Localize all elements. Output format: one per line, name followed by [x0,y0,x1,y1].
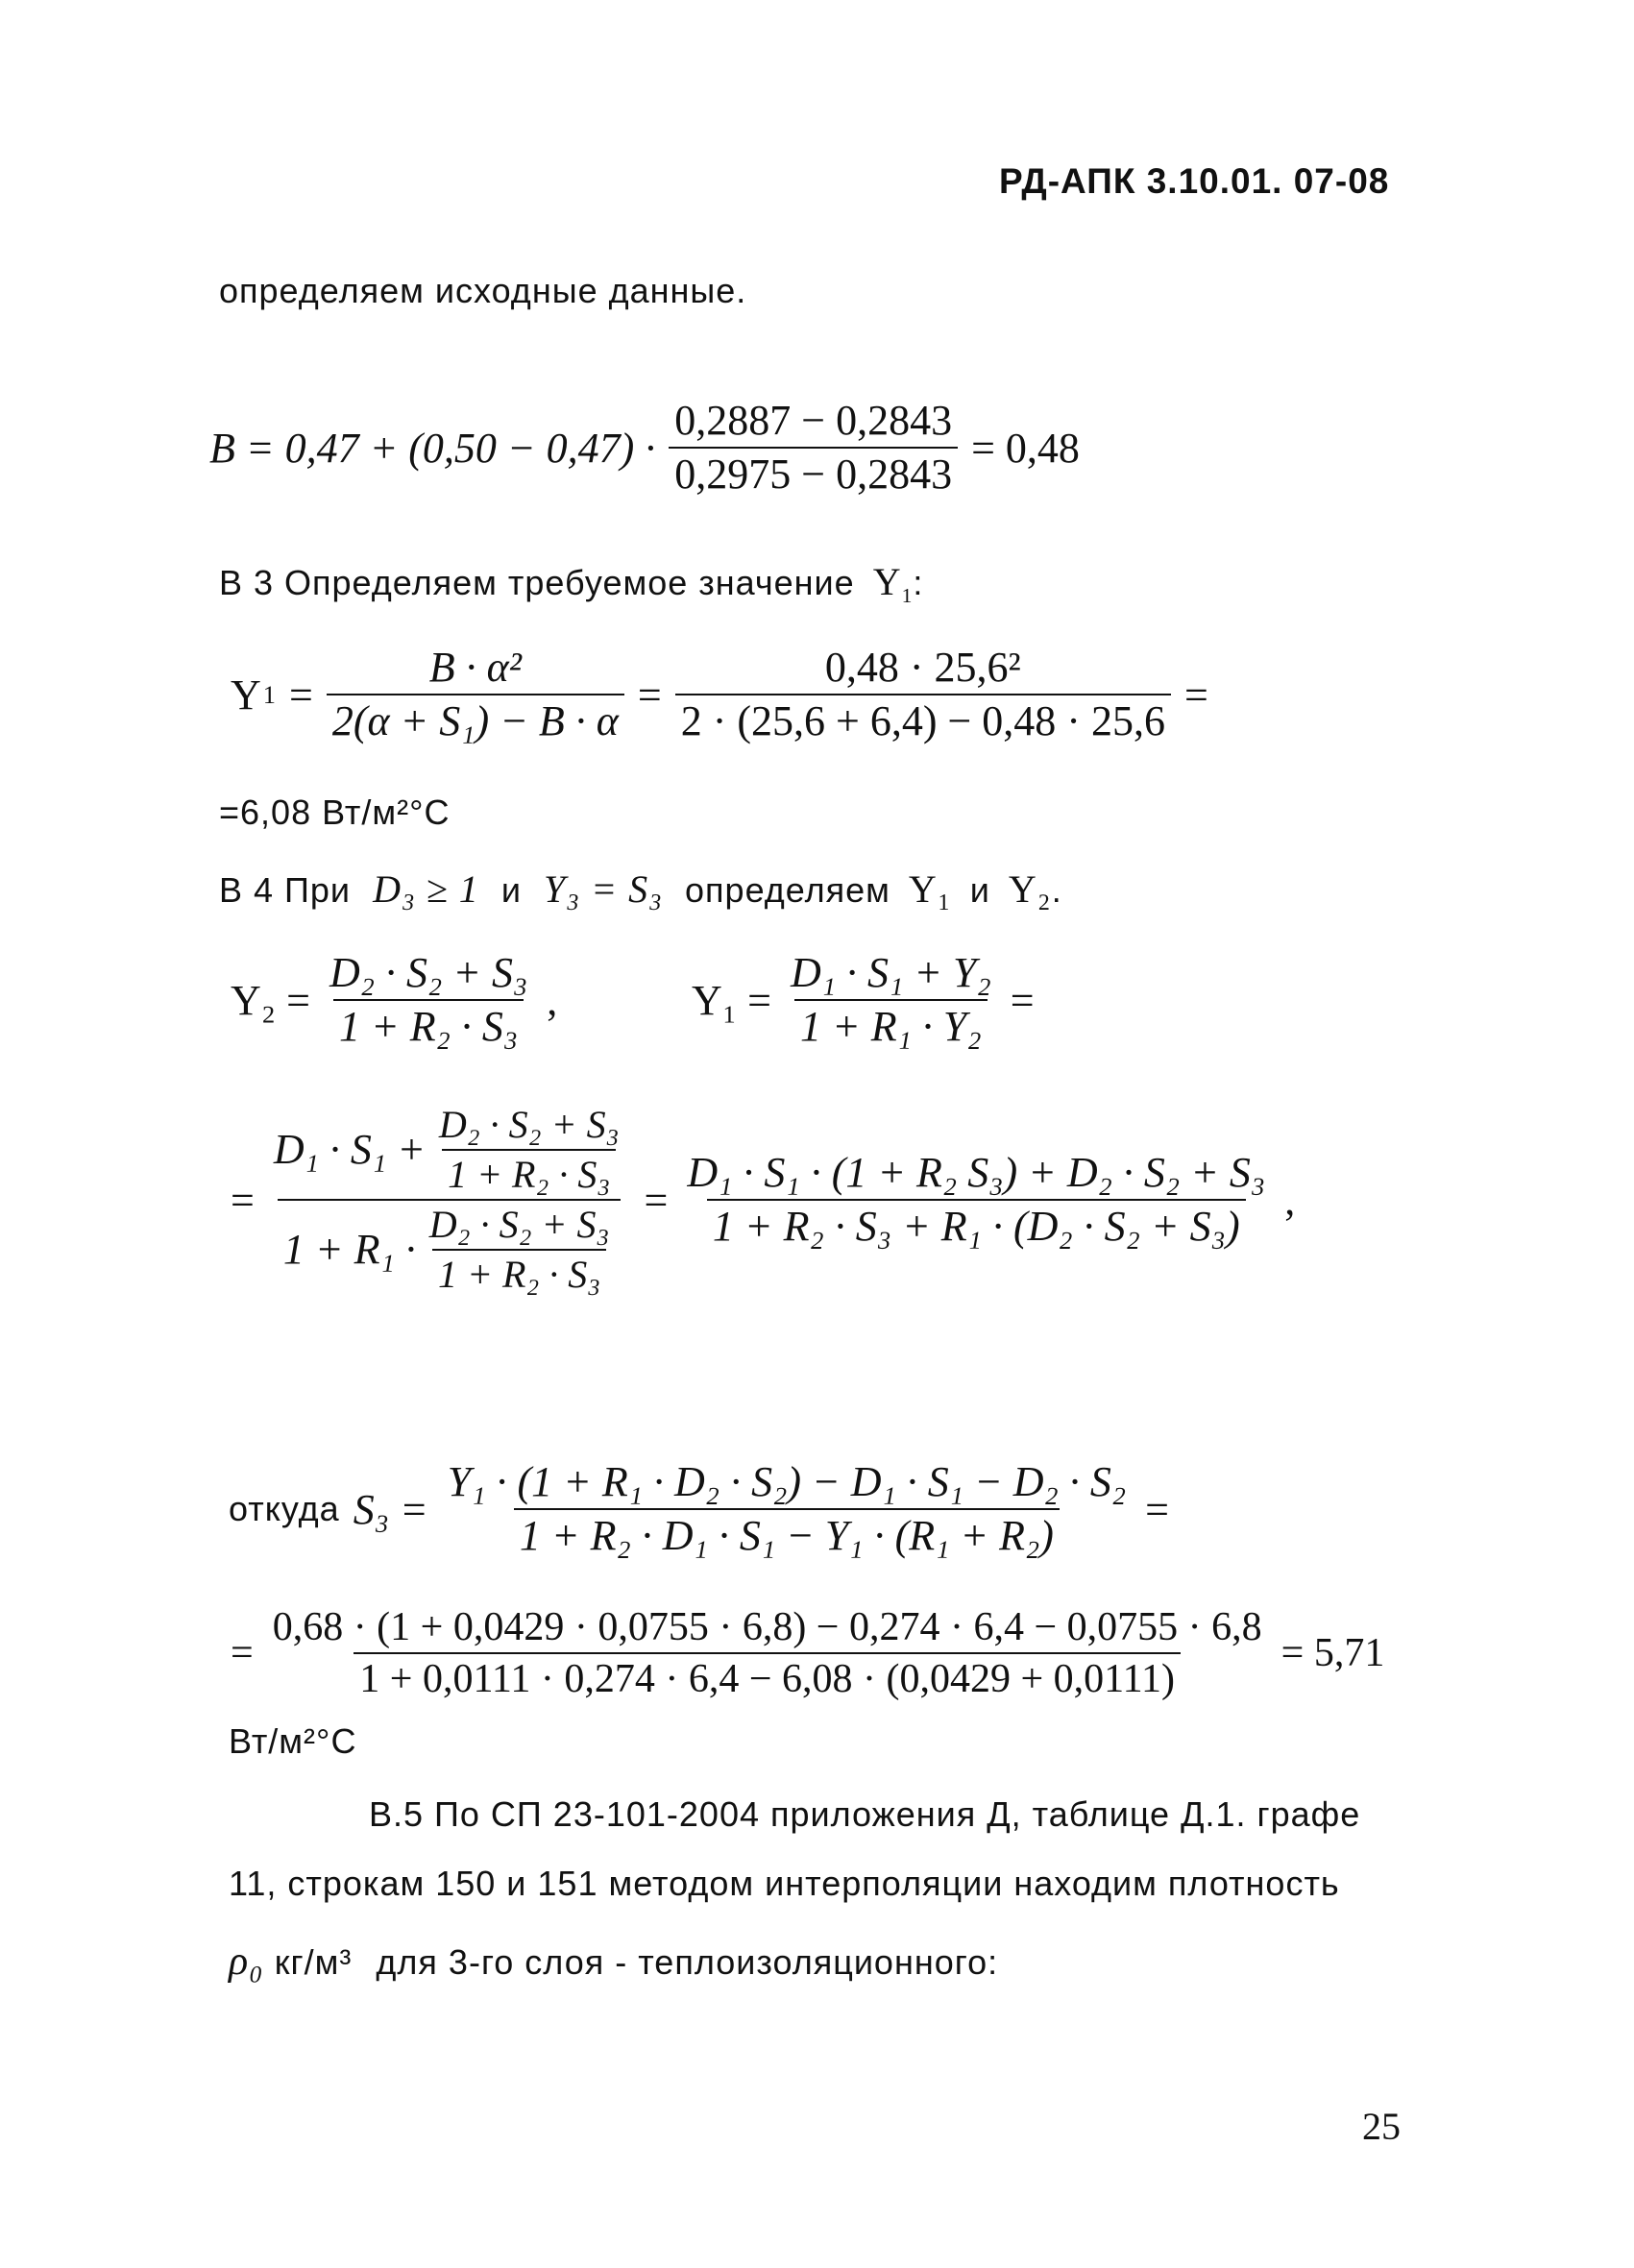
step-b4 [219,866,1062,912]
formula-y2-frac [324,951,533,1049]
step-b5-rho: ρ₀ [229,1939,264,1984]
formula-b-lhs: B = 0,47 + (0,50 − 0,47) · [209,424,656,472]
formula-big-eq2: = [644,1176,669,1224]
formula-big-outer-num [268,1105,631,1199]
formula-s3-den: 1 + R₂ · D₁ · S₁ − Y₁ · (R₁ + R₂) [514,1508,1060,1558]
formula-big-den2: 1 + R₂ · S₃ + R₁ · (D₂ · S₂ + S₃) [707,1199,1246,1249]
formula-y1-frac2 [675,646,1171,744]
formula-y1-tail: = [1183,671,1208,719]
formula-s3-prefix: откуда [229,1489,340,1529]
formula-y2-den: 1 + R₂ · S₃ [333,999,524,1049]
formula-y1-eq: = [288,671,313,719]
formula-y1-den2: 2 · (25,6 + 6,4) − 0,48 · 25,6 [675,694,1171,744]
formula-y1-frac1 [327,646,624,744]
formula-big-inner-den2: 1 + R₂ · S₃ [432,1249,606,1295]
formula-big-comma: , [1284,1176,1296,1224]
formula-big-inner-num: D₂ · S₂ + S₃ [438,1103,620,1146]
formula-y1: Y 1 = $\frac{\text{B · α²}}{\text{2(α + S₁) − B · α}}$ = $\frac{\text{0,48 · 25,6²}}{2 \cdot (25,6 + 6,4) - 0,48 \cdot 25,6}$ = [231,644,1208,745]
step-b4-and2: и [969,870,990,910]
step-b5-rest: для 3-го слоя - теплоизоляционного: [376,1942,999,1982]
step-b4-y2: Y₂ [1008,867,1052,911]
page-number: 25 [1362,2105,1401,2148]
formula-s3-calc-result: = 5,71 [1280,1631,1385,1676]
formula-b [209,399,1080,497]
formula-big-inner-num2: D₂ · S₂ + S₃ [428,1203,610,1246]
formula-big-inner-den: 1 + R₂ · S₃ [442,1149,616,1195]
intro-text: определяем исходные данные. [219,271,747,310]
formula-s3 [229,1460,1169,1558]
result-y1: =6,08 Вт/м²°С [219,793,451,832]
formula-y1-eq2: = [637,671,662,719]
formula-s3-tail: = [1145,1485,1169,1533]
step-b5-line3 [229,1939,998,1985]
formula-y1b-den: 1 + R₁ · Y₂ [794,999,988,1049]
formula-s3-num: Y₁ · (1 + R₁ · D₂ · S₂) − D₁ · S₁ − D₂ · S₂ [447,1458,1127,1505]
formula-big-outer-den [278,1199,621,1295]
formula-y1-num1: B · α² [428,644,522,691]
formula-s3-calc-eq: = [231,1631,254,1676]
step-b5-unit: кг/м³ [274,1942,353,1982]
formula-big-top-inner-frac [433,1105,625,1195]
step-b5-line2: 11, строкам 150 и 151 методом интерполяции находим плотность [229,1864,1340,1903]
step-b4-mid: определяем [685,870,890,910]
formula-y1b-lhs: Y₁ = [692,976,771,1024]
step-b4-end: . [1051,870,1062,910]
formula-y2-lhs: Y₂ = [231,976,310,1024]
step-b3-symbol: Y [872,560,902,603]
formula-b-result: = 0,48 [971,424,1080,472]
formula-y1b-frac [785,951,997,1049]
formula-s3-calc-num: 0,68 · (1 + 0,0429 · 0,0755 · 6,8) − 0,274 · 6,4 − 0,0755 · 6,8 [272,1605,1262,1649]
step-b3-text: В 3 Определяем требуемое значение [219,563,855,602]
formula-y1b [692,951,1035,1049]
formula-y1-num2: 0,48 · 25,6² [824,644,1021,691]
formula-b-fraction [669,399,958,497]
formula-big-bot-inner-frac [424,1205,616,1295]
formula-s3-calc-frac [267,1606,1268,1700]
formula-big-right-frac [681,1148,1271,1250]
step-b4-cond2: Y₃ = S₃ [543,867,664,911]
formula-big-eq: = [231,1176,255,1224]
formula-b-numerator: 0,2887 − 0,2843 [674,397,953,444]
formula-big [231,1105,1295,1295]
formula-y1b-num: D₁ · S₁ + Y₂ [790,949,991,996]
document-code-header: РД-АПК 3.10.01. 07-08 [999,161,1390,201]
formula-big-outer-frac [268,1105,631,1295]
step-b3-sub: 1 [901,584,914,608]
step-b4-and1: и [500,870,522,910]
step-b4-y1: Y₁ [908,867,952,911]
step-b4-cond: D₃ ≥ 1 [373,867,479,911]
formula-b-denominator: 0,2975 − 0,2843 [669,447,958,497]
formula-s3-calc-den: 1 + 0,0111 · 0,274 · 6,4 − 6,08 · (0,0429 + 0,0111) [354,1652,1181,1700]
formula-big-bot-prefix: 1 + R₁ · [282,1225,416,1273]
formula-big-num2: D₁ · S₁ · (1 + R₂ S₃) + D₂ · S₂ + S₃ [687,1148,1266,1196]
formula-y1-den1: 2(α + S₁) − B · α [327,694,624,744]
formula-big-top-prefix: D₁ · S₁ + [273,1125,426,1173]
formula-y2-comma: , [547,976,558,1024]
formula-y2 [231,951,557,1049]
step-b4-prefix: В 4 При [219,870,352,910]
formula-s3-calc [231,1606,1384,1700]
formula-s3-frac [442,1460,1132,1558]
step-b3 [219,559,924,608]
formula-y2-num: D₂ · S₂ + S₃ [329,949,528,996]
step-b3-suffix: : [913,563,924,602]
step-b5-line1: В.5 По СП 23-101-2004 приложения Д, таблице Д.1. графе [369,1794,1361,1834]
formula-y1b-tail: = [1010,976,1035,1024]
formula-y1-lhs: Y [231,671,261,719]
formula-s3-lhs: S₃ = [353,1485,428,1533]
unit-s3: Вт/м²°С [229,1721,357,1761]
